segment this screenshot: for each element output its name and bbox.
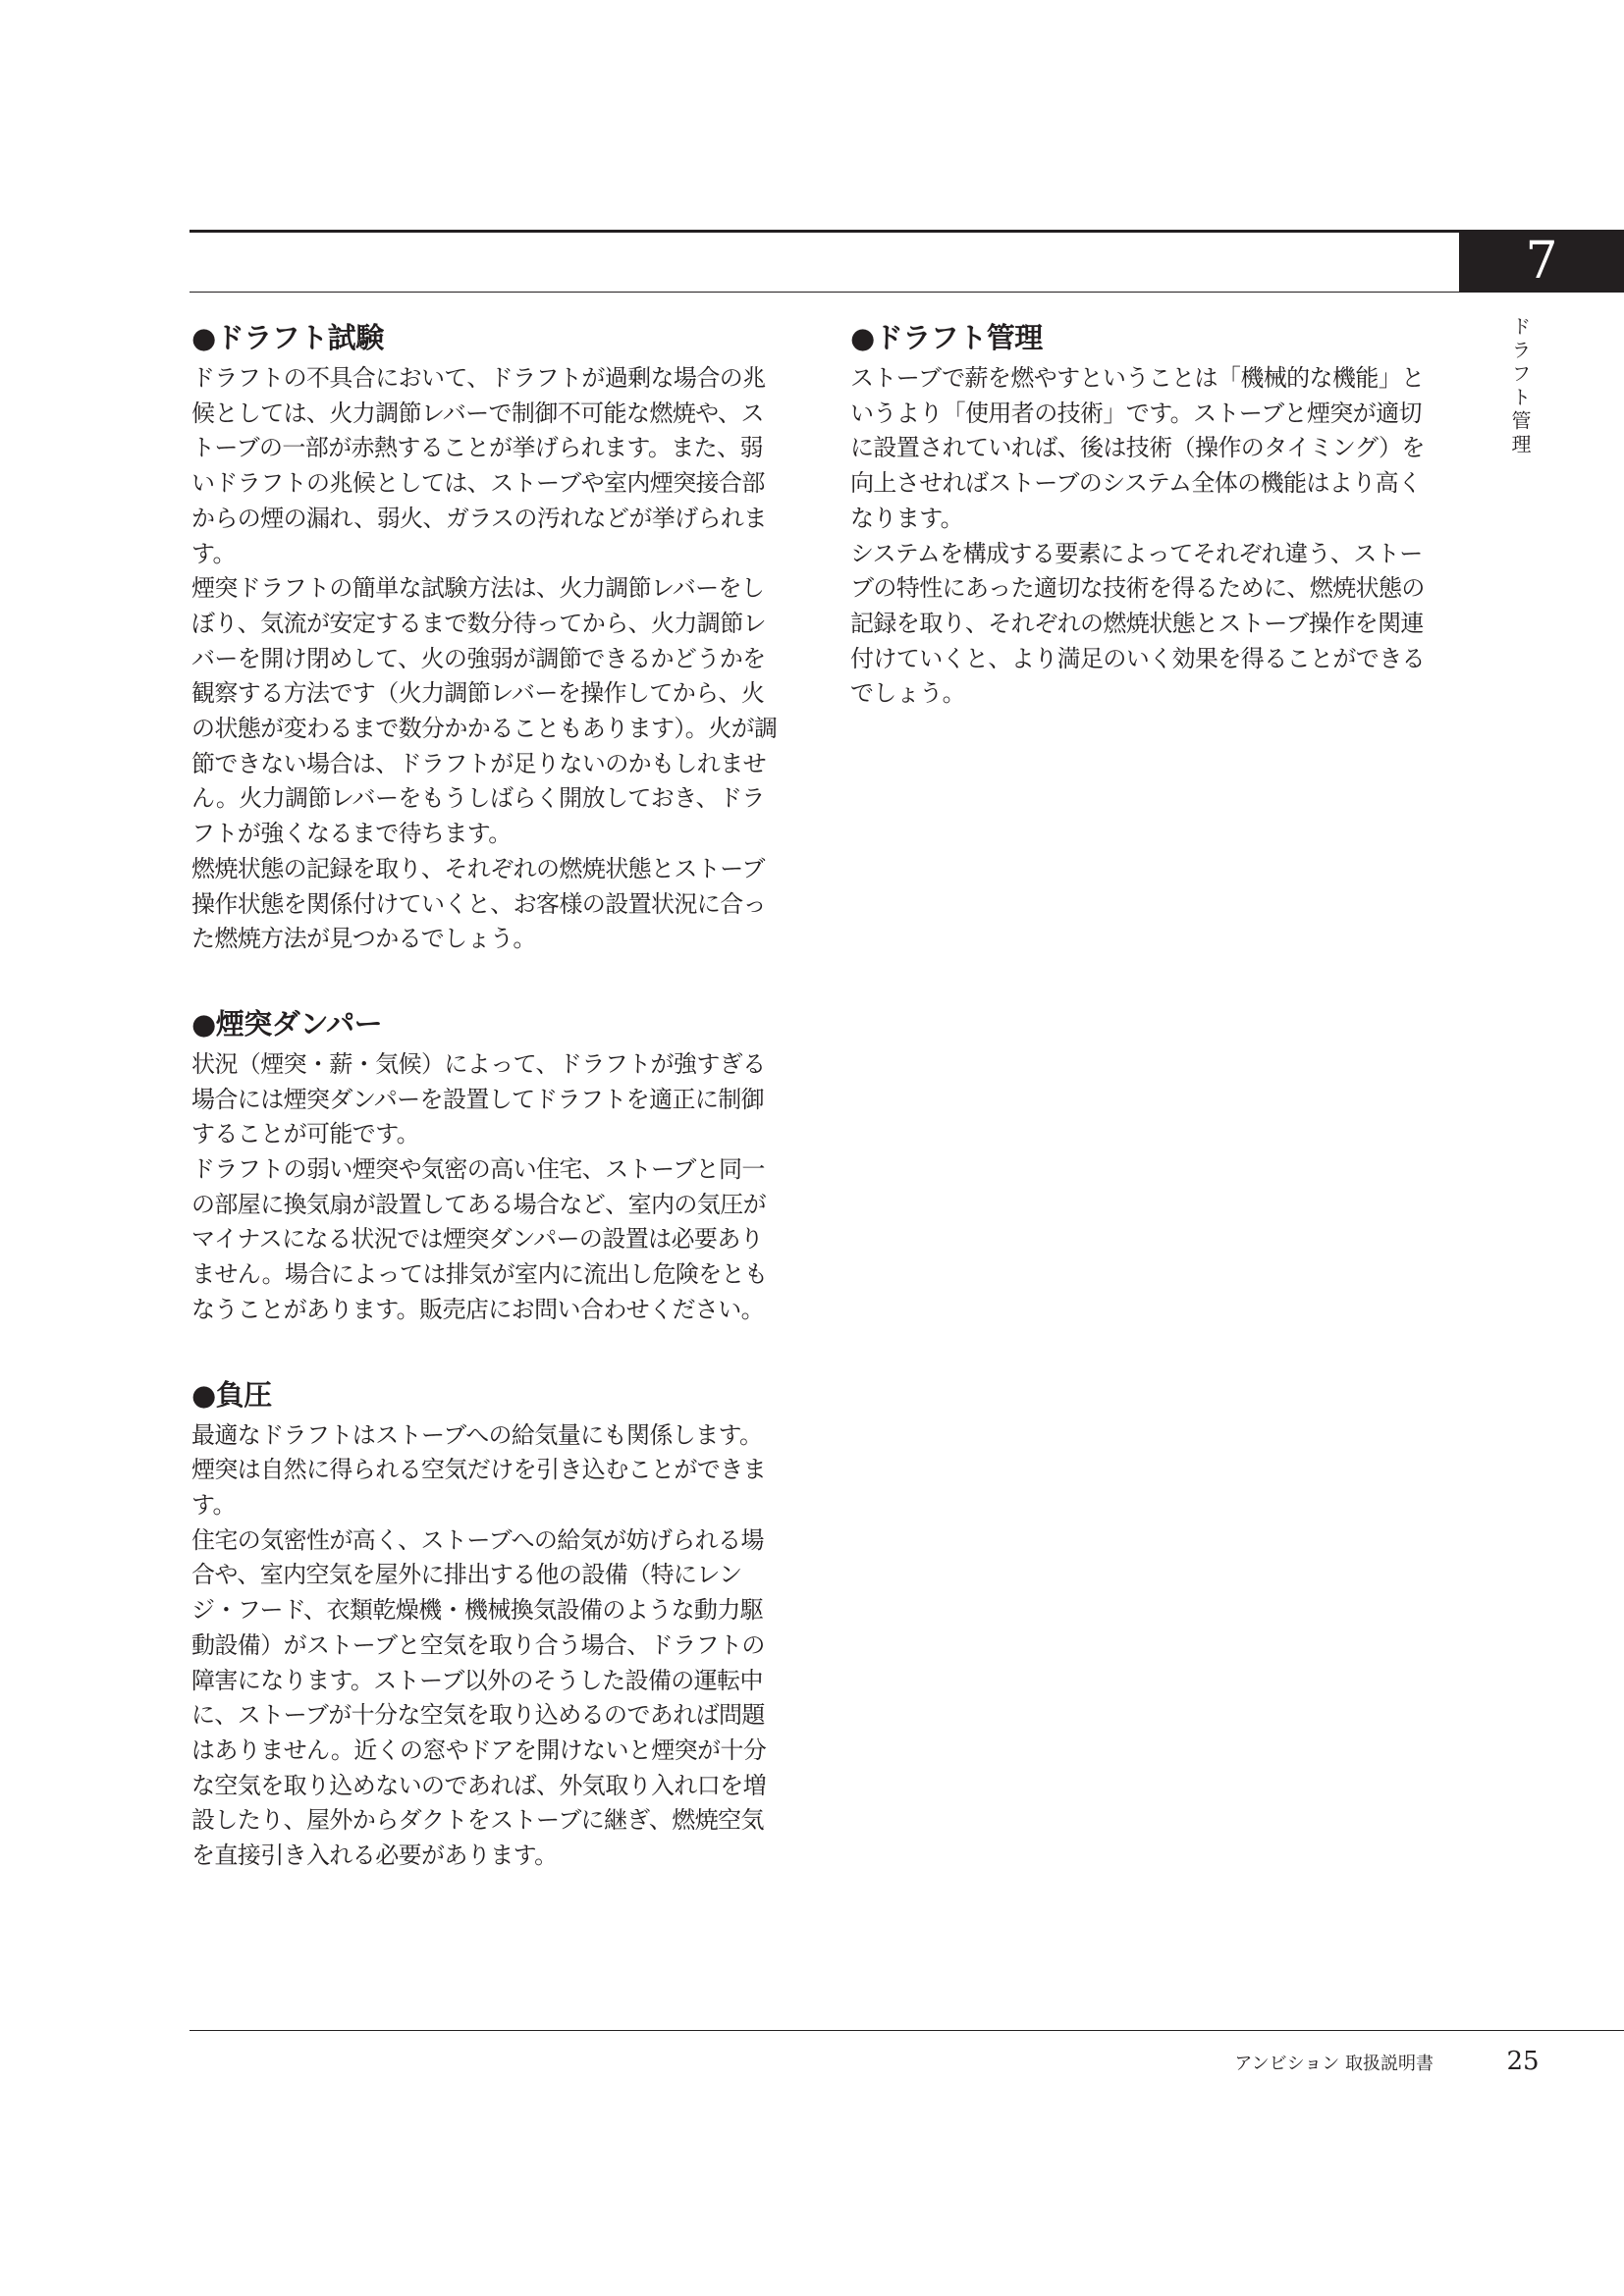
paragraph: 住宅の気密性が高く、ストーブへの給気が妨げられる場合や、室内空気を屋外に排出する他の設備（特にレンジ・フード、衣類乾燥機・機械換気設備のような動力駆動設備）がストーブと空気を取り合う場合、ドラフトの障害になります。ストーブ以外のそうした設備の運転中に、ストーブが十分な空気を取り込めるのであれば問題はありません。近くの窓やドアを開けないと煙突が十分な空気を取り込めないのであれば、外気取り入れ口を増設したり、屋外からダクトをストーブに継ぎ、燃焼空気を直接引き入れる必要があります。 [191,1525,767,1870]
section-draft-management [850,316,1439,712]
header-rule-thick [189,230,1459,233]
footer-rule [189,2030,1624,2031]
right-column [850,316,1439,757]
paragraph: 最適なドラフトはストーブへの給気量にも関係します。煙突は自然に得られる空気だけを引き込むことができます。 [191,1420,766,1519]
paragraph: ストーブで薪を燃やすということは「機械的な機能」というより「使用者の技術」です。ストーブと煙突が適切に設置されていれば、後は技術（操作のタイミング）を向上させればストーブのシステム全体の機能はより高くなります。 [850,364,1425,532]
chapter-number-badge [1459,230,1624,293]
left-column [191,316,781,1919]
page-number: 25 [1506,2047,1540,2076]
paragraph: 状況（煙突・薪・気候）によって、ドラフトが強すぎる場合には煙突ダンパーを設置してドラフトを適正に制御することが可能です。 [191,1049,766,1148]
chapter-number: 7 [1525,232,1558,291]
section-heading: ●ドラフト試験 [191,321,384,354]
paragraph: 燃焼状態の記録を取り、それぞれの燃焼状態とストーブ操作状態を関係付けていくと、お客様の設置状況に合った燃焼方法が見つかるでしょう。 [191,854,766,953]
section-heading: ●負圧 [191,1377,272,1412]
footer-manual-title: アンビション 取扱説明書 [1234,2054,1434,2074]
section-heading: ●煙突ダンパー [191,1006,383,1041]
paragraph: 煙突ドラフトの簡単な試験方法は、火力調節レバーをしぼり、気流が安定するまで数分待ってから、火力調節レバーを開け閉めして、火の強弱が調節できるかどうかを観察する方法です（火力調節レバーを操作してから、火の状態が変わるまで数分かかることもあります）。火が調節できない場合は、ドラフトが足りないのかもしれません。火力調節レバーをもうしばらく開放しておき、ドラフトが強くなるまで待ちます。 [191,574,778,848]
section-chimney-damper [191,1002,781,1328]
section-heading: ●ドラフト管理 [850,321,1043,354]
header-rule-thin [189,292,1624,293]
section-negative-pressure [191,1373,781,1874]
paragraph: システムを構成する要素によってそれぞれ違う、ストーブの特性にあった適切な技術を得るために、燃焼状態の記録を取り、それぞれの燃焼状態とストーブ操作を関連付けていくと、より満足のいく効果を得ることができるでしょう。 [850,539,1425,708]
paragraph: ドラフトの弱い煙突や気密の高い住宅、ストーブと同一の部屋に換気扇が設置してある場合など、室内の気圧がマイナスになる状況では煙突ダンパーの設置は必要ありません。場合によっては排気が室内に流出し危険をともなうことがあります。販売店にお問い合わせください。 [191,1155,768,1323]
paragraph: ドラフトの不具合において、ドラフトが過剰な場合の兆候としては、火力調節レバーで制御不可能な燃焼や、ストーブの一部が赤熱することが挙げられます。また、弱いドラフトの兆候としては、ストーブや室内煙突接合部からの煙の漏れ、弱火、ガラスの汚れなどが挙げられます。 [191,364,767,567]
chapter-side-title: ドラフト管理 [1508,316,1532,457]
section-draft-test [191,316,781,957]
